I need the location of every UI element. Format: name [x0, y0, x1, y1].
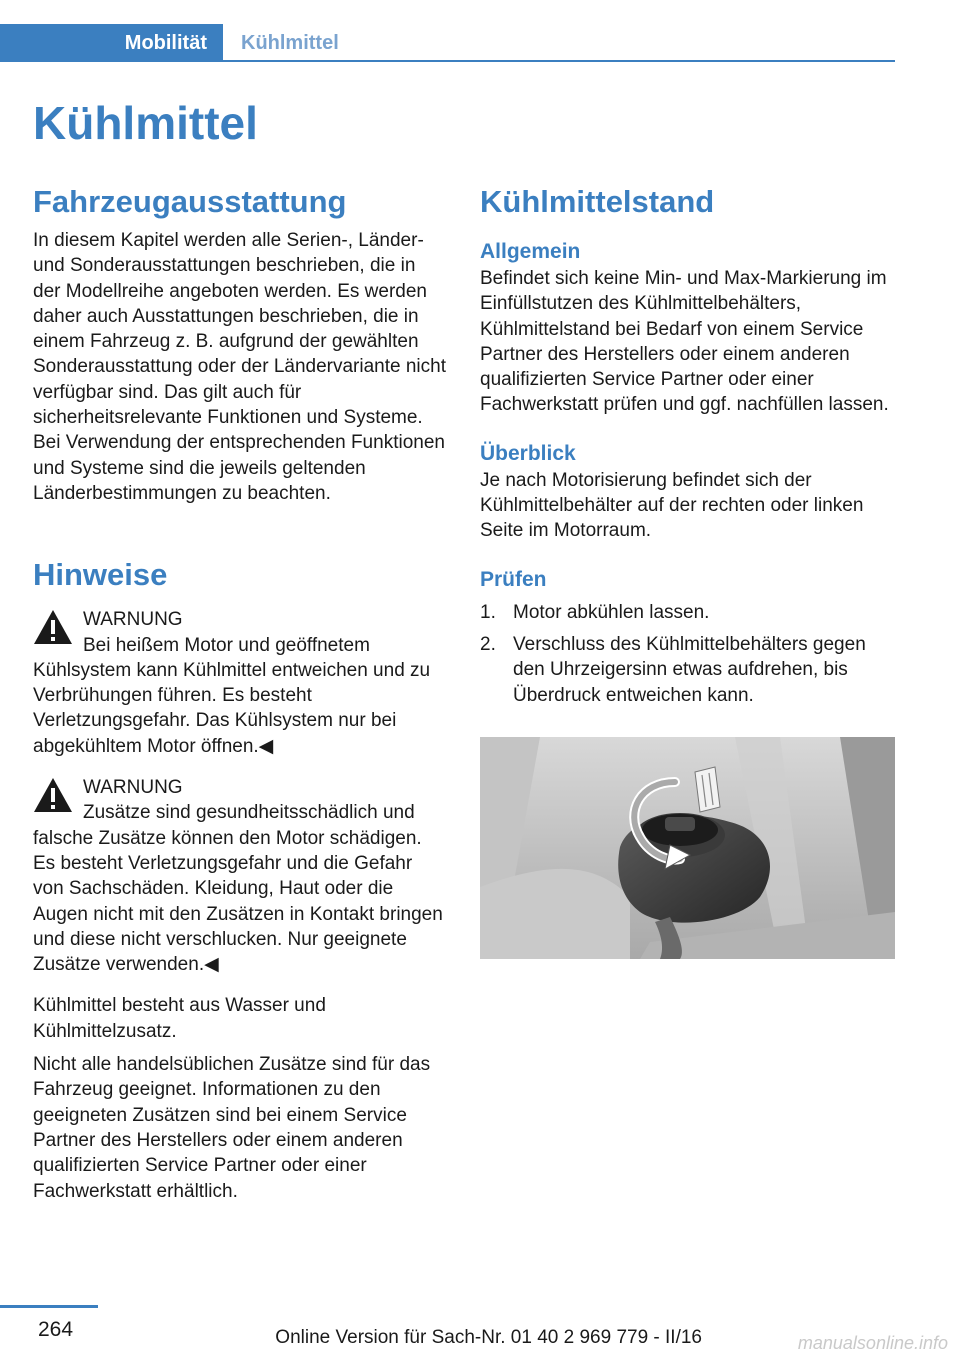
footer-rule [0, 1305, 98, 1308]
step-text: Motor abkühlen lassen. [513, 601, 710, 623]
heading-allgemein: Allgemein [480, 240, 581, 263]
heading-hinweise: Hinweise [33, 557, 168, 593]
heading-ueberblick: Überblick [480, 441, 576, 465]
warning-label-2: WARNUNG [83, 777, 183, 799]
heading-kuehlmittelstand: Kühlmittelstand [480, 184, 715, 219]
left-column [33, 182, 448, 1204]
header-rule [223, 60, 895, 62]
warning-block-2 [33, 775, 448, 977]
paragraph-equipment: In diesem Kapitel werden alle Serien-, Länder- und Sonderausstattungen beschrieben, die in der Modellreihe angeboten werden. Es werden daher auch Ausstattungen beschrieben, die in einem Fahrzeug z. B. aufgrund der gewählten Sonderausstattung oder der Ländervariante nicht verfügbar sind. Das gilt auch für sicherheitsrelevante Funktionen und Systeme. Bei Verwendung der entsprechenden Funktionen und Systeme sind die jeweils geltenden Länderbestimmungen zu beachten. [33, 230, 446, 504]
warning-text-1: Bei heißem Motor und geöffnetem Kühlsystem kann Kühlmittel entweichen und zu Verbrühungen führen. Es besteht Verletzungsgefahr. Das Kühlsystem nur bei abgekühltem Motor öffnen.◀ [33, 634, 431, 757]
header-tabbar [0, 24, 895, 62]
warning-label-1: WARNUNG [83, 609, 183, 631]
page-title: Kühlmittel [33, 97, 258, 149]
steps-list [480, 600, 896, 708]
step-text: Verschluss des Kühlmittelbehälters gegen den Uhrzeigersinn etwas aufdrehen, bis Überdruck entweichen kann. [513, 633, 866, 706]
warning-triangle-icon [33, 609, 73, 645]
warning-block-1 [33, 607, 448, 759]
paragraph-general: Befindet sich keine Min- und Max-Markierung im Einfüllstutzen des Kühlmittelbehälters, Kühlmittelstand bei Bedarf von einem Service Partner des Herstellers oder einem anderen qualifizierten Service Partner oder einer Fachwerkstatt prüfen und ggf. nachfüllen lassen. [480, 268, 889, 416]
heading-fahrzeugausstattung: Fahrzeugausstattung [33, 184, 347, 219]
tab-mobilitaet[interactable]: Mobilität [0, 24, 223, 62]
step-number: 1. [480, 601, 496, 623]
warning-triangle-icon [33, 777, 73, 813]
coolant-cap-image [480, 737, 895, 959]
list-item [480, 632, 896, 708]
paragraph-overview: Je nach Motorisierung befindet sich der Kühlmittelbehälter auf der rechten oder linken Seite im Motorraum. [480, 469, 864, 542]
warning-text-2: Zusätze sind gesundheitsschädlich und falsche Zusätze können den Motor schädigen. Es besteht Verletzungsgefahr und die Gefahr von Sachschäden. Kleidung, Haut oder die Augen nicht mit den Zusätzen in Kontakt bringen und diese nicht verschlucken. Nur geeignete Zusätze verwenden.◀ [33, 802, 443, 976]
heading-pruefen: Prüfen [480, 567, 547, 591]
watermark: manualsonline.info [797, 1333, 948, 1353]
step-number: 2. [480, 633, 496, 655]
right-column [480, 182, 896, 715]
paragraph-coolant: Kühlmittel besteht aus Wasser und Kühlmittelzusatz. [33, 995, 326, 1042]
online-version-text: Online Version für Sach-Nr. 01 40 2 969 779 - II/16 [275, 1327, 702, 1348]
paragraph-additives: Nicht alle handelsüblichen Zusätze sind für das Fahrzeug geeignet. Informationen zu den geeigneten Zusätzen sind bei einem Service Partner des Herstellers oder einem anderen qualifizierten Service Partner oder einer Fachwerkstatt erhältlich. [33, 1054, 431, 1202]
page-number: 264 [38, 1318, 74, 1341]
tab-kuehlmittel[interactable]: Kühlmittel [241, 31, 339, 54]
coolant-reservoir-illustration [480, 737, 895, 959]
list-item [480, 600, 896, 625]
